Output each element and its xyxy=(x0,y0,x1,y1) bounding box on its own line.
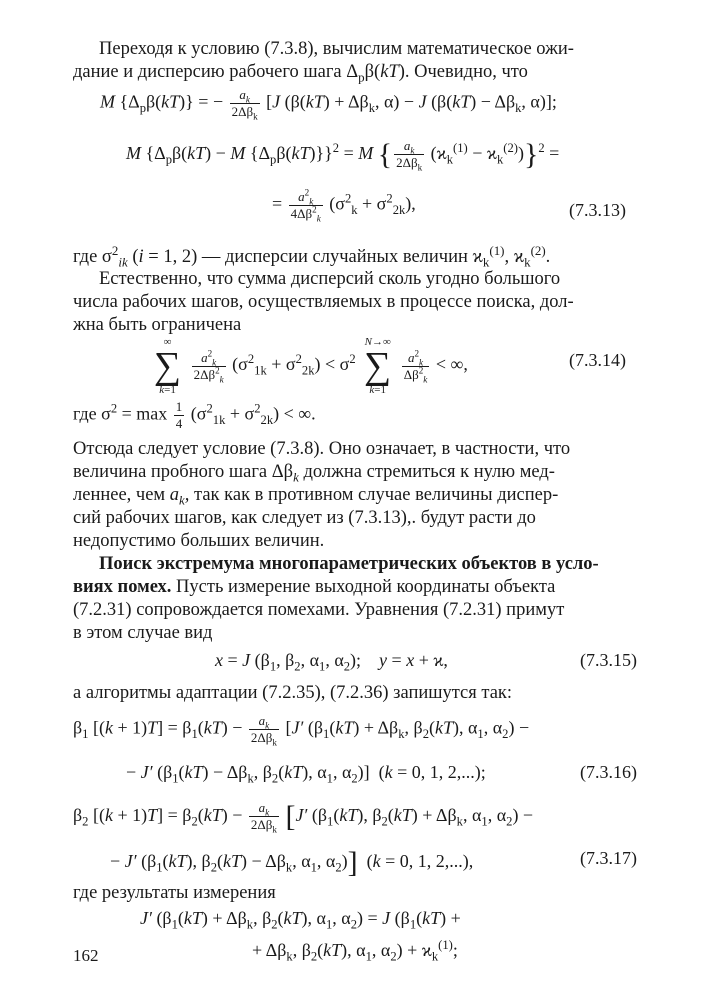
text-line: Переходя к условию (7.3.8), вычислим математическое ожи- xyxy=(99,39,574,59)
text-line: виях помех. Пусть измерение выходной координаты объекта xyxy=(73,577,556,597)
text-line: дание и дисперсию рабочего шага $\Delta_p\beta(kT)$. Очевидно, что xyxy=(73,62,528,85)
text-line: (7.2.31) сопровождается помехами. Уравнения (7.2.31) примут xyxy=(73,600,565,620)
equation-sigma-max: где $\sigma^2 = \max$ $\frac{1}{4}$ $(\sigma^2_{1k} + \sigma^2_{2k})$ < ∞. xyxy=(73,399,316,431)
equation-measurement-model: x = J ($\beta_1$, $\beta_2$, $\alpha_1$, $\alpha_2$); y = x + ϰ, xyxy=(215,650,448,674)
text-line: Естественно, что сумма дисперсий сколь угодно большого xyxy=(99,269,561,289)
text-line: леннее, чем $a_k$, так как в противном случае величины диспер- xyxy=(73,485,559,508)
equation-number: (7.3.13) xyxy=(569,200,626,220)
text-line: Отсюда следует условие (7.3.8). Оно означает, в частности, что xyxy=(73,439,571,459)
equation-adaptation-beta1-cont: − J′ ($\beta_1(kT) - \Delta\beta_k$, $\beta_2(kT)$, $\alpha_1$, $\alpha_2$)] (k = 0, 1, 2,...); xyxy=(126,762,486,786)
equation-number: (7.3.14) xyxy=(569,350,626,370)
text-line: жна быть ограничена xyxy=(73,315,242,335)
text-line: где результаты измерения xyxy=(73,883,276,903)
equation-variance: M {$\Delta_p\beta(kT) - M$ $\{\Delta_p\beta(kT)\}\}^2 = M$ { $\frac{a_k}{2\Delta\beta_k}$ $(ϰ_k^{(1)} - ϰ_k^{(2)})\}^2$ = xyxy=(126,138,560,173)
text-line: числа рабочих шагов, осуществляемых в процессе поиска, дол- xyxy=(73,292,574,312)
equation-number: (7.3.15) xyxy=(580,650,637,670)
equation-mean: M $\{\Delta_p\beta(kT)\}$ = − $\frac{a_k}{2\Delta\beta_k}$ [J ($\beta(kT) + \Delta\beta_k$, α) − J ($\beta(kT) - \Delta\beta_k$, α)]; xyxy=(100,87,557,122)
equation-adaptation-beta1: $\beta_1$ $[(k + 1)T] = \beta_1(kT)$ − $\frac{a_k}{2\Delta\beta_k}$ [J′ ($\beta_1(kT) + \Delta\beta_k$, $\beta_2(kT)$, $\alpha_1$, $\alpha_2$) − xyxy=(73,713,530,748)
equation-adaptation-beta2: $\beta_2$ $[(k + 1)T] = \beta_2(kT)$ − $\frac{a_k}{2\Delta\beta_k}$ [J′ ($\beta_1(kT)$, $\beta_2(kT) + \Delta\beta_k$, $\alpha_1$, $\alpha_2$) − xyxy=(73,800,534,835)
section-heading: Поиск экстремума многопараметрических объектов в усло- xyxy=(99,554,599,574)
text-line: где $\sigma^2_{ik}$ (i = 1, 2) — дисперсии случайных величин $ϰ_k^{(1)}$, $ϰ_k^{(2)}$. xyxy=(73,242,551,270)
equation-number: (7.3.16) xyxy=(580,762,637,782)
equation-variance-result: = $\frac{a^2_k}{4\Delta\beta^2_k}$ $(\sigma^2_k + \sigma^2_{2k})$, xyxy=(272,187,416,224)
equation-measurement-result-cont: + $\Delta\beta_k$, $\beta_2(kT)$, $\alpha_1$, $\alpha_2) + ϰ_k^{(1)}$; xyxy=(252,938,458,964)
text-line: величина пробного шага $\Delta\beta_k$ должна стремиться к нулю мед- xyxy=(73,462,555,485)
equation-adaptation-beta2-cont: − J′ ($\beta_1(kT)$, $\beta_2(kT) - \Delta\beta_k$, $\alpha_1$, $\alpha_2$)] (k = 0, 1, 2,...), xyxy=(110,846,474,879)
equation-measurement-result: J′ ($\beta_1(kT) + \Delta\beta_k$, $\beta_2(kT)$, $\alpha_1$, $\alpha_2) = J$ ($\beta_1(kT)$ + xyxy=(140,908,461,932)
text-line: в этом случае вид xyxy=(73,623,213,643)
equation-sum-bound: ∞ ∑ k=1 $\frac{a^2_k}{2\Delta\beta^2_k}$ $(\sigma^2_{1k} + \sigma^2_{2k}) < \sigma^2$ N→∞ ∑ k=1 $\frac{a^2_k}{\Delta\beta^2_k}$ < ∞, xyxy=(154,336,468,396)
text-line: а алгоритмы адаптации (7.2.35), (7.2.36) запишутся так: xyxy=(73,683,513,703)
text-line: недопустимо больших величин. xyxy=(73,531,325,551)
text-line: сий рабочих шагов, как следует из (7.3.13),. будут расти до xyxy=(73,508,536,528)
page-number: 162 xyxy=(73,946,99,965)
equation-number: (7.3.17) xyxy=(580,848,637,868)
